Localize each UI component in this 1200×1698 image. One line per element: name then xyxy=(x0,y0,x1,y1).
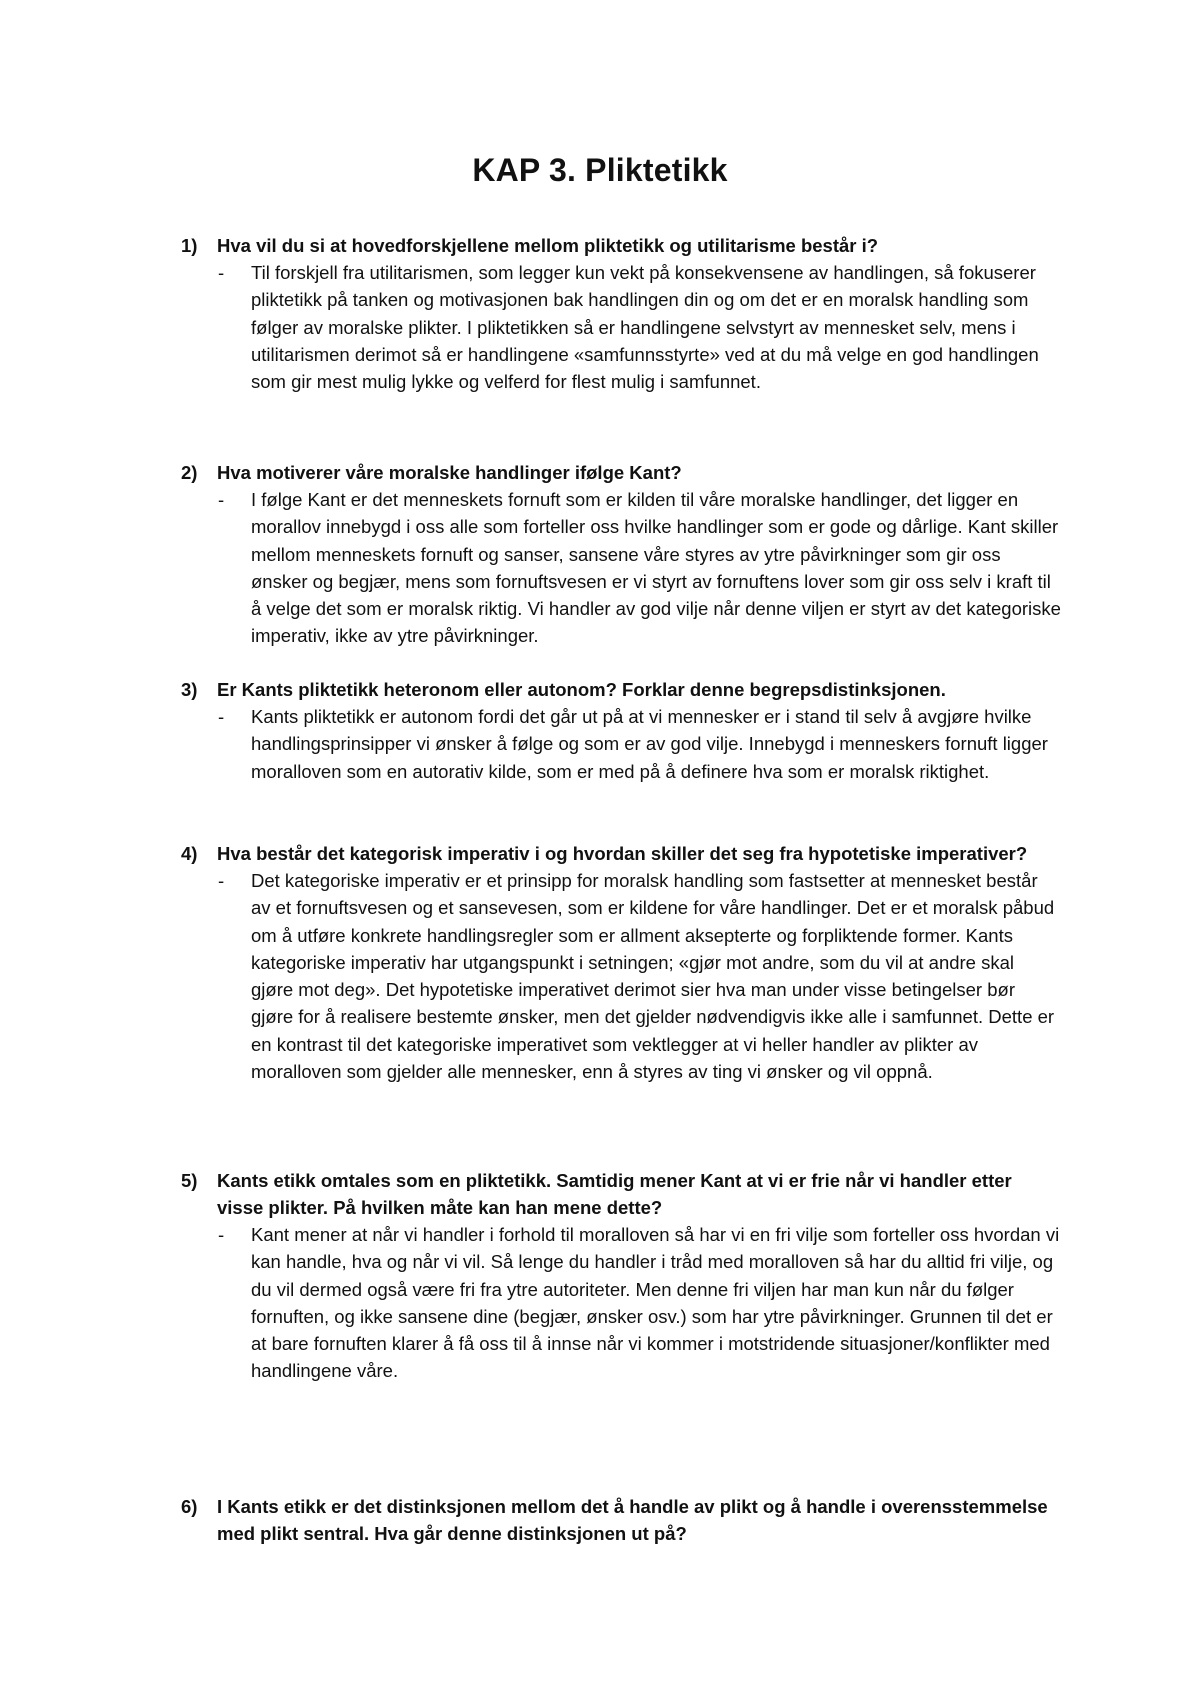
question-number: 3) xyxy=(181,679,198,700)
question-number: 6) xyxy=(181,1496,198,1517)
bullet-dash: - xyxy=(218,1224,225,1245)
question-number: 1) xyxy=(181,235,198,256)
question-text: Hva motiverer våre moralske handlinger ifølge Kant? xyxy=(217,462,682,483)
question-block-5 xyxy=(181,1167,1061,1385)
answer-paragraph xyxy=(181,486,1061,650)
question-text: I Kants etikk er det distinksjonen mellom det å handle av plikt og å handle i overensstemmelse med plikt sentral. Hva går denne distinksjonen ut på? xyxy=(217,1496,1048,1544)
question-text: Er Kants pliktetikk heteronom eller autonom? Forklar denne begrepsdistinksjonen. xyxy=(217,679,946,700)
question-heading xyxy=(181,459,1061,486)
question-heading xyxy=(181,1493,1061,1547)
answer-text: Kants pliktetikk er autonom fordi det går ut på at vi mennesker er i stand til selv å avgjøre hvilke handlingsprinsipper vi ønsker å følge og som er av god vilje. Innebygd i menneskers fornuft ligger moralloven som en autorativ kilde, som er med på å definere hva som er moralsk riktighet. xyxy=(251,706,1048,782)
answer-text: Det kategoriske imperativ er et prinsipp for moralsk handling som fastsetter at mennesket består av et fornuftsvesen og et sansevesen, som er kildene for våre handlinger. Det er et moralsk påbud om å utføre konkrete handlingsregler som er allment aksepterte og forpliktende former. Kants kategoriske imperativ har utgangspunkt i setningen; «gjør mot andre, som du vil at andre skal gjøre mot deg». Det hypotetiske imperativet derimot sier hva man under visse betingelser bør gjøre for å realisere bestemte ønsker, men det gjelder nødvendigvis ikke alle i samfunnet. Dette er en kontrast til det kategoriske imperativet som vektlegger at vi heller handler av plikter av moralloven som gjelder alle mennesker, enn å styres av ting vi ønsker og vil oppnå. xyxy=(251,870,1055,1083)
question-heading xyxy=(181,232,1061,259)
question-block-6 xyxy=(181,1493,1061,1547)
bullet-dash: - xyxy=(218,489,225,510)
bullet-dash: - xyxy=(218,870,225,891)
question-heading xyxy=(181,840,1061,867)
answer-text: I følge Kant er det menneskets fornuft som er kilden til våre moralske handlinger, det ligger en morallov innebygd i oss alle som forteller oss hvilke handlinger som er gode og dårlige. Kant skiller mellom menneskets fornuft og sanser, sansene våre styres av ytre påvirkninger som gir oss ønsker og begjær, mens som fornuftsvesen er vi styrt av fornuftens lover som gir oss selv i kraft til å velge det som er moralsk riktig. Vi handler av god vilje når denne viljen er styrt av det kategoriske imperativ, ikke av ytre påvirkninger. xyxy=(251,489,1061,647)
question-number: 5) xyxy=(181,1170,198,1191)
question-block-4 xyxy=(181,840,1061,1085)
bullet-dash: - xyxy=(218,706,225,727)
question-block-1 xyxy=(181,232,1061,395)
answer-paragraph xyxy=(181,867,1061,1085)
answer-paragraph xyxy=(181,703,1061,785)
answer-text: Kant mener at når vi handler i forhold til moralloven så har vi en fri vilje som forteller oss hvordan vi kan handle, hva og når vi vil. Så lenge du handler i tråd med moralloven så har du alltid fri vilje, og du vil dermed også være fri fra ytre autoriteter. Men denne fri viljen har man kun når du følger fornuften, og ikke sansene dine (begjær, ønsker osv.) som har ytre påvirkninger. Grunnen til det er at bare fornuften klarer å få oss til å innse når vi kommer i motstridende situasjoner/konflikter med handlingene våre. xyxy=(251,1224,1060,1382)
question-text: Hva vil du si at hovedforskjellene mellom pliktetikk og utilitarisme består i? xyxy=(217,235,879,256)
question-text: Hva består det kategorisk imperativ i og hvordan skiller det seg fra hypotetiske imperativer? xyxy=(217,843,1028,864)
question-block-2 xyxy=(181,459,1061,650)
answer-paragraph xyxy=(181,259,1061,395)
question-number: 2) xyxy=(181,462,198,483)
question-block-3 xyxy=(181,676,1061,785)
question-heading xyxy=(181,676,1061,703)
answer-text: Til forskjell fra utilitarismen, som legger kun vekt på konsekvensene av handlingen, så fokuserer pliktetikk på tanken og motivasjonen bak handlingen din og om det er en moralsk handling som følger av moralske plikter. I pliktetikken så er handlingene selvstyrt av mennesket selv, mens i utilitarismen derimot så er handlingene «samfunnsstyrte» ved at du må velge en god handlingen som gir mest mulig lykke og velferd for flest mulig i samfunnet. xyxy=(251,262,1039,393)
bullet-dash: - xyxy=(218,262,225,283)
question-text: Kants etikk omtales som en pliktetikk. Samtidig mener Kant at vi er frie når vi handler etter visse plikter. På hvilken måte kan han mene dette? xyxy=(217,1170,1012,1218)
page-title: KAP 3. Pliktetikk xyxy=(472,152,728,188)
question-number: 4) xyxy=(181,843,198,864)
question-heading xyxy=(181,1167,1061,1221)
answer-paragraph xyxy=(181,1221,1061,1385)
